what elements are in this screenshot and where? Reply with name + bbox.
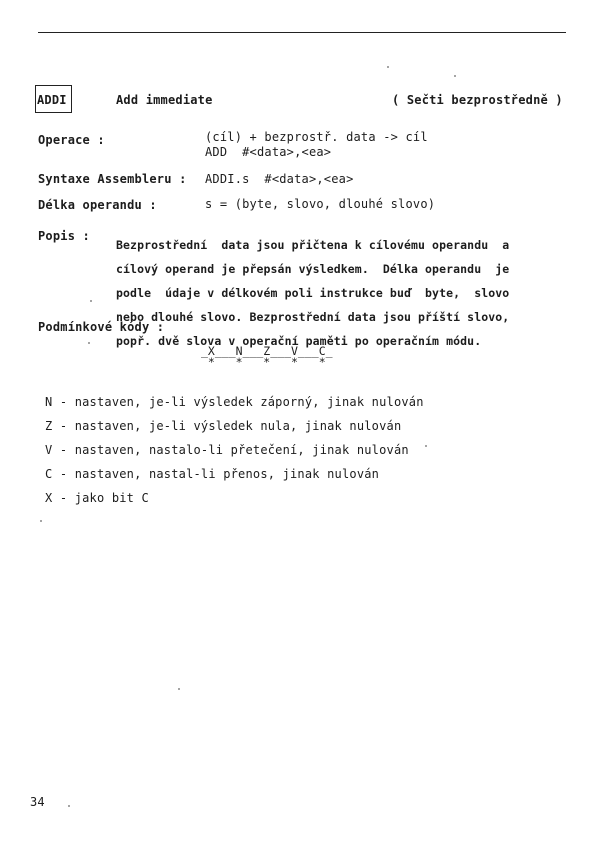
- flag-n-explanation: N - nastaven, je-li výsledek záporný, jinak nulován: [45, 395, 424, 409]
- operand-length-value: s = (byte, slovo, dlouhé slovo): [205, 197, 436, 211]
- flag-c-explanation: C - nastaven, nastal-li přenos, jinak nulován: [45, 467, 380, 481]
- operand-length-label: Délka operandu :: [38, 198, 157, 212]
- scan-speck: [88, 342, 90, 344]
- instruction-mnemonic: ADDI: [37, 93, 67, 107]
- syntax-label: Syntaxe Assembleru :: [38, 172, 187, 186]
- description-line: Bezprostřední data jsou přičtena k cílovému operandu a: [116, 238, 510, 252]
- flag-z-explanation: Z - nastaven, je-li výsledek nula, jinak nulován: [45, 419, 402, 433]
- operation-instruction: ADD #<data>,<ea>: [205, 145, 332, 159]
- flag-explanations: [45, 384, 424, 516]
- scan-speck: [90, 300, 92, 302]
- description-text: [116, 227, 509, 359]
- scan-speck: [425, 445, 427, 447]
- operation-label: Operace :: [38, 133, 105, 147]
- description-line: podle údaje v délkovém poli instrukce buď byte, slovo: [116, 286, 510, 300]
- instruction-czech-name: ( Sečti bezprostředně ): [392, 93, 563, 107]
- top-rule: [38, 32, 566, 33]
- description-line: popř. dvě slova v operační paměti po operačním módu.: [116, 334, 482, 348]
- flag-row: _X___N___Z___V___C_: [201, 344, 333, 358]
- flag-x-explanation: X - jako bit C: [45, 491, 149, 505]
- condition-codes-label: Podmínkové kódy :: [38, 320, 165, 334]
- scan-speck: [454, 75, 456, 77]
- instruction-name: Add immediate: [116, 93, 213, 107]
- flag-v-explanation: V - nastaven, nastalo-li přetečení, jinak nulován: [45, 443, 409, 457]
- scan-speck: [40, 520, 42, 522]
- description-line: nebo dlouhé slovo. Bezprostřední data jsou příští slovo,: [116, 310, 510, 324]
- description-line: cílový operand je přepsán výsledkem. Délka operandu je: [116, 262, 510, 276]
- operation-formula: (cíl) + bezprostř. data -> cíl: [205, 130, 428, 144]
- description-label: Popis :: [38, 229, 90, 243]
- scan-speck: [387, 66, 389, 68]
- scan-speck: [178, 688, 180, 690]
- syntax-value: ADDI.s #<data>,<ea>: [205, 172, 354, 186]
- flag-change-marks: * * * * *: [201, 355, 333, 369]
- scan-speck: [68, 805, 70, 807]
- page-number: 34: [30, 795, 45, 809]
